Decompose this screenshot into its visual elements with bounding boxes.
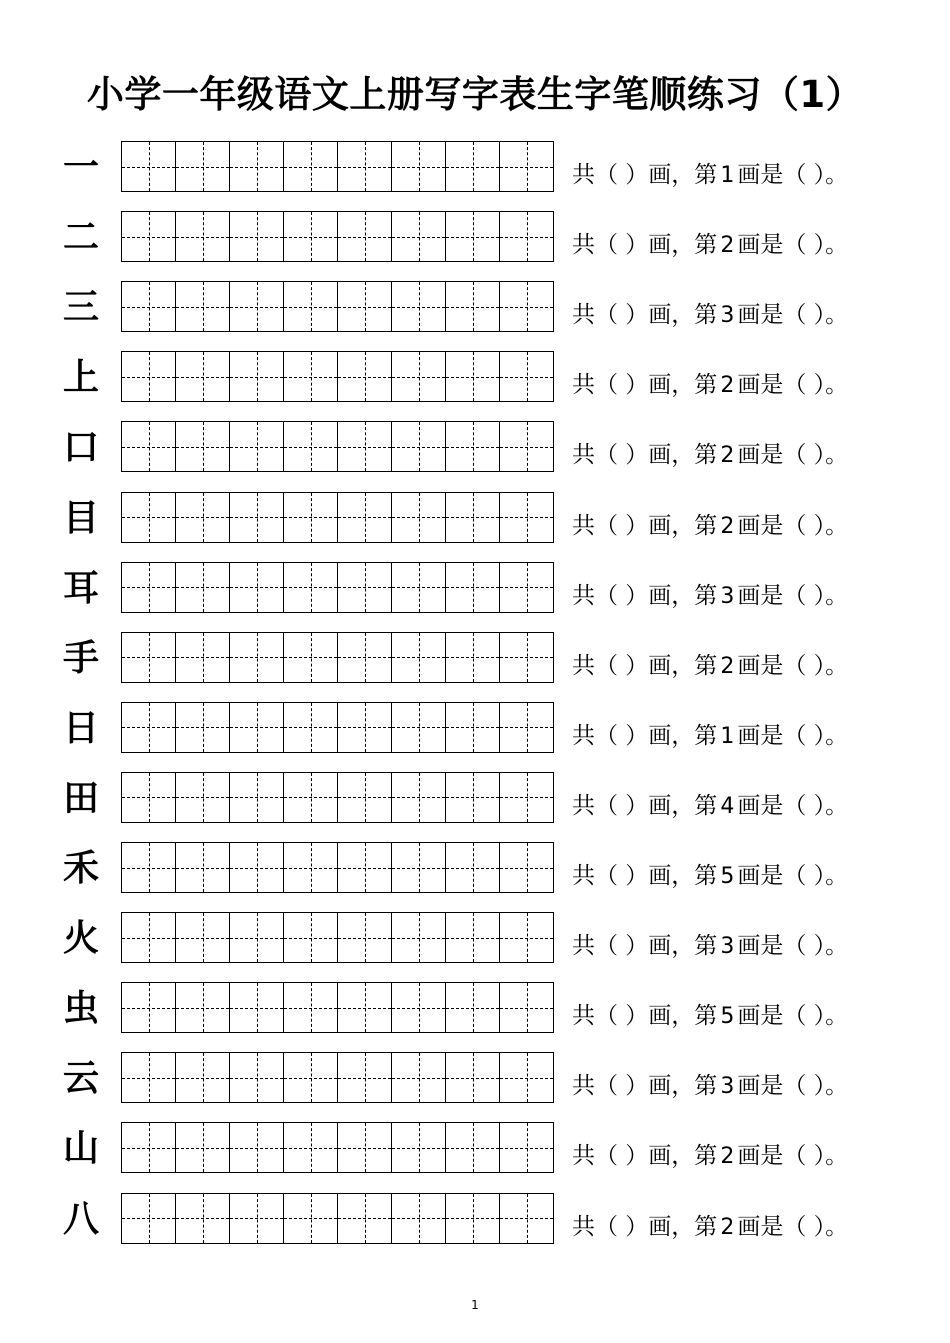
writing-cell[interactable] [284, 422, 338, 471]
stroke-number: 1 [720, 723, 735, 749]
practice-row [0, 491, 950, 545]
stroke-question [572, 911, 848, 965]
writing-cell[interactable] [176, 633, 230, 682]
question-suffix: 画是（ ）。 [737, 232, 849, 259]
stroke-question [572, 1121, 848, 1175]
practice-row [0, 771, 950, 825]
writing-cell[interactable] [230, 843, 284, 892]
stroke-number: 5 [720, 864, 735, 889]
writing-cell[interactable] [500, 493, 553, 542]
practice-character: 禾 [62, 847, 99, 889]
writing-cell[interactable] [338, 142, 392, 191]
writing-cell[interactable] [338, 843, 392, 892]
stroke-question [572, 561, 848, 615]
writing-cell[interactable] [230, 422, 284, 471]
stroke-number: 5 [720, 1004, 735, 1030]
writing-cell[interactable] [446, 1053, 500, 1102]
writing-cell[interactable] [338, 1194, 392, 1243]
writing-cell[interactable] [392, 773, 446, 822]
practice-row [0, 420, 950, 474]
writing-cell[interactable] [122, 703, 176, 752]
writing-cell[interactable] [122, 633, 176, 682]
writing-cell[interactable] [230, 1053, 284, 1102]
writing-grid [121, 562, 554, 613]
question-prefix: 共（ ）画，第 [572, 302, 718, 329]
writing-cell[interactable] [284, 983, 338, 1032]
stroke-question [572, 350, 848, 404]
practice-character: 虫 [62, 987, 99, 1030]
writing-cell[interactable] [122, 563, 176, 612]
writing-cell[interactable] [392, 703, 446, 752]
writing-cell[interactable] [338, 563, 392, 612]
practice-character: 山 [62, 1127, 99, 1170]
writing-cell[interactable] [176, 212, 230, 261]
stroke-question [572, 420, 848, 474]
stroke-number: 1 [720, 163, 735, 188]
stroke-number: 2 [720, 443, 735, 469]
practice-row [0, 1192, 950, 1246]
writing-cell[interactable] [230, 773, 284, 822]
practice-character: 目 [62, 496, 99, 539]
writing-grid [121, 1193, 554, 1244]
writing-cell[interactable] [446, 422, 500, 471]
writing-cell[interactable] [176, 142, 230, 191]
question-suffix: 画是（ ）。 [737, 933, 849, 960]
writing-cell[interactable] [392, 843, 446, 892]
writing-cell[interactable] [284, 212, 338, 261]
stroke-question [572, 210, 848, 264]
practice-character: 田 [62, 776, 99, 819]
writing-cell[interactable] [446, 843, 500, 892]
writing-cell[interactable] [392, 633, 446, 682]
stroke-question [572, 981, 848, 1035]
question-suffix: 画是（ ）。 [737, 442, 849, 469]
writing-grid [121, 281, 554, 332]
writing-grid [121, 421, 554, 472]
writing-cell[interactable] [446, 493, 500, 542]
writing-cell[interactable] [230, 633, 284, 682]
writing-cell[interactable] [284, 703, 338, 752]
practice-row [0, 140, 950, 194]
writing-cell[interactable] [500, 633, 553, 682]
question-suffix: 画是（ ）。 [737, 1003, 849, 1030]
stroke-question [572, 701, 848, 755]
writing-cell[interactable] [230, 1123, 284, 1172]
writing-cell[interactable] [176, 773, 230, 822]
writing-cell[interactable] [176, 352, 230, 401]
writing-cell[interactable] [446, 1194, 500, 1243]
writing-cell[interactable] [338, 422, 392, 471]
writing-grid [121, 141, 554, 192]
writing-cell[interactable] [284, 913, 338, 962]
stroke-number: 2 [720, 233, 735, 259]
writing-cell[interactable] [176, 493, 230, 542]
stroke-question [572, 1192, 848, 1246]
writing-cell[interactable] [122, 352, 176, 401]
writing-cell[interactable] [122, 913, 176, 962]
question-prefix: 共（ ）画，第 [572, 442, 718, 469]
question-prefix: 共（ ）画，第 [572, 1073, 718, 1100]
writing-cell[interactable] [500, 703, 553, 752]
practice-character: 二 [62, 216, 99, 259]
writing-cell[interactable] [338, 212, 392, 261]
writing-grid [121, 982, 554, 1033]
writing-grid [121, 702, 554, 753]
practice-row [0, 701, 950, 755]
writing-cell[interactable] [284, 352, 338, 401]
stroke-number: 3 [720, 303, 735, 329]
writing-cell[interactable] [392, 563, 446, 612]
question-prefix: 共（ ）画，第 [572, 652, 718, 679]
writing-cell[interactable] [122, 983, 176, 1032]
practice-row [0, 631, 950, 685]
writing-cell[interactable] [446, 142, 500, 191]
page-title: 小学一年级语文上册写字表生字笔顺练习（1） [86, 73, 864, 116]
writing-cell[interactable] [500, 843, 553, 892]
writing-cell[interactable] [230, 212, 284, 261]
practice-row [0, 561, 950, 615]
writing-cell[interactable] [446, 703, 500, 752]
writing-cell[interactable] [338, 352, 392, 401]
writing-cell[interactable] [500, 1053, 553, 1102]
writing-cell[interactable] [500, 563, 553, 612]
question-prefix: 共（ ）画，第 [572, 722, 718, 749]
stroke-number: 2 [720, 373, 735, 399]
question-prefix: 共（ ）画，第 [572, 162, 718, 188]
writing-cell[interactable] [446, 773, 500, 822]
writing-cell[interactable] [446, 282, 500, 331]
question-prefix: 共（ ）画，第 [572, 232, 718, 259]
stroke-question [572, 631, 848, 685]
practice-row [0, 981, 950, 1035]
writing-cell[interactable] [284, 1194, 338, 1243]
writing-cell[interactable] [446, 913, 500, 962]
writing-cell[interactable] [230, 913, 284, 962]
writing-cell[interactable] [392, 282, 446, 331]
writing-cell[interactable] [122, 1123, 176, 1172]
writing-grid [121, 842, 554, 893]
writing-cell[interactable] [446, 563, 500, 612]
writing-cell[interactable] [284, 1053, 338, 1102]
writing-cell[interactable] [284, 563, 338, 612]
writing-cell[interactable] [176, 1053, 230, 1102]
question-prefix: 共（ ）画，第 [572, 372, 718, 399]
practice-row [0, 280, 950, 334]
practice-character: 耳 [62, 566, 99, 609]
question-suffix: 画是（ ）。 [737, 863, 849, 889]
writing-cell[interactable] [500, 983, 553, 1032]
stroke-question [572, 771, 848, 825]
writing-cell[interactable] [284, 633, 338, 682]
stroke-question [572, 140, 848, 194]
stroke-number: 3 [720, 583, 735, 609]
writing-cell[interactable] [284, 773, 338, 822]
writing-cell[interactable] [392, 352, 446, 401]
practice-character: 云 [62, 1057, 99, 1100]
writing-cell[interactable] [284, 282, 338, 331]
writing-cell[interactable] [500, 773, 553, 822]
writing-cell[interactable] [500, 1194, 553, 1243]
writing-cell[interactable] [176, 282, 230, 331]
question-prefix: 共（ ）画，第 [572, 1143, 718, 1170]
writing-cell[interactable] [338, 493, 392, 542]
writing-cell[interactable] [122, 773, 176, 822]
practice-row [0, 1051, 950, 1105]
question-suffix: 画是（ ）。 [737, 512, 849, 539]
writing-grid [121, 1052, 554, 1103]
writing-cell[interactable] [230, 703, 284, 752]
writing-cell[interactable] [122, 282, 176, 331]
writing-cell[interactable] [338, 1123, 392, 1172]
writing-cell[interactable] [338, 703, 392, 752]
question-suffix: 画是（ ）。 [737, 792, 849, 819]
practice-row [0, 841, 950, 895]
page-number: 1 [471, 1298, 479, 1312]
writing-cell[interactable] [500, 913, 553, 962]
writing-cell[interactable] [176, 843, 230, 892]
stroke-number: 2 [720, 1214, 735, 1240]
question-suffix: 画是（ ）。 [737, 1073, 849, 1100]
writing-cell[interactable] [122, 142, 176, 191]
question-suffix: 画是（ ）。 [737, 582, 849, 609]
practice-character: 三 [62, 286, 99, 329]
question-suffix: 画是（ ）。 [737, 1143, 849, 1170]
practice-character: 火 [62, 917, 99, 960]
writing-grid [121, 211, 554, 262]
stroke-number: 2 [720, 653, 735, 679]
writing-cell[interactable] [500, 1123, 553, 1172]
writing-cell[interactable] [392, 422, 446, 471]
writing-grid [121, 632, 554, 683]
writing-cell[interactable] [500, 352, 553, 401]
writing-cell[interactable] [176, 422, 230, 471]
writing-cell[interactable] [500, 142, 553, 191]
writing-cell[interactable] [446, 983, 500, 1032]
writing-cell[interactable] [122, 212, 176, 261]
writing-grid [121, 772, 554, 823]
question-suffix: 画是（ ）。 [737, 722, 849, 749]
writing-cell[interactable] [284, 843, 338, 892]
writing-cell[interactable] [230, 282, 284, 331]
writing-grid [121, 351, 554, 402]
writing-cell[interactable] [392, 212, 446, 261]
writing-cell[interactable] [122, 493, 176, 542]
practice-character: 手 [62, 636, 99, 679]
writing-cell[interactable] [338, 983, 392, 1032]
question-suffix: 画是（ ）。 [737, 302, 849, 329]
writing-cell[interactable] [338, 913, 392, 962]
writing-cell[interactable] [230, 563, 284, 612]
writing-cell[interactable] [122, 1053, 176, 1102]
stroke-number: 2 [720, 1144, 735, 1170]
question-suffix: 画是（ ）。 [737, 1213, 849, 1240]
question-suffix: 画是（ ）。 [737, 372, 849, 399]
writing-cell[interactable] [392, 1194, 446, 1243]
question-prefix: 共（ ）画，第 [572, 792, 718, 819]
practice-character: 上 [62, 356, 99, 399]
stroke-question [572, 280, 848, 334]
writing-cell[interactable] [230, 142, 284, 191]
writing-cell[interactable] [338, 1053, 392, 1102]
practice-row [0, 210, 950, 264]
stroke-number: 2 [720, 513, 735, 539]
writing-cell[interactable] [176, 913, 230, 962]
writing-cell[interactable] [230, 493, 284, 542]
writing-cell[interactable] [284, 493, 338, 542]
practice-character: 日 [62, 706, 99, 749]
practice-character: 口 [62, 426, 99, 469]
question-prefix: 共（ ）画，第 [572, 1003, 718, 1030]
writing-cell[interactable] [284, 1123, 338, 1172]
writing-cell[interactable] [284, 142, 338, 191]
practice-character: 八 [62, 1197, 99, 1240]
stroke-number: 3 [720, 934, 735, 960]
writing-grid [121, 1122, 554, 1173]
practice-character: 一 [62, 146, 99, 188]
writing-cell[interactable] [500, 422, 553, 471]
practice-row [0, 350, 950, 404]
writing-grid [121, 492, 554, 543]
writing-cell[interactable] [122, 1194, 176, 1243]
stroke-question [572, 1051, 848, 1105]
writing-cell[interactable] [338, 633, 392, 682]
stroke-number: 4 [720, 793, 735, 819]
stroke-number: 3 [720, 1074, 735, 1100]
writing-cell[interactable] [122, 422, 176, 471]
writing-cell[interactable] [446, 1123, 500, 1172]
writing-grid [121, 912, 554, 963]
practice-row [0, 1121, 950, 1175]
writing-cell[interactable] [392, 1123, 446, 1172]
question-prefix: 共（ ）画，第 [572, 933, 718, 960]
stroke-question [572, 491, 848, 545]
writing-cell[interactable] [392, 142, 446, 191]
writing-cell[interactable] [338, 282, 392, 331]
writing-cell[interactable] [230, 1194, 284, 1243]
writing-cell[interactable] [500, 212, 553, 261]
writing-cell[interactable] [392, 493, 446, 542]
writing-cell[interactable] [338, 773, 392, 822]
question-suffix: 画是（ ）。 [737, 652, 849, 679]
writing-cell[interactable] [500, 282, 553, 331]
writing-cell[interactable] [446, 212, 500, 261]
question-prefix: 共（ ）画，第 [572, 863, 718, 889]
practice-row [0, 911, 950, 965]
stroke-question [572, 841, 848, 895]
writing-cell[interactable] [176, 703, 230, 752]
writing-cell[interactable] [176, 983, 230, 1032]
writing-cell[interactable] [230, 352, 284, 401]
question-suffix: 画是（ ）。 [737, 162, 849, 188]
writing-cell[interactable] [446, 633, 500, 682]
writing-cell[interactable] [392, 913, 446, 962]
writing-cell[interactable] [122, 843, 176, 892]
writing-cell[interactable] [392, 1053, 446, 1102]
question-prefix: 共（ ）画，第 [572, 512, 718, 539]
writing-cell[interactable] [446, 352, 500, 401]
writing-cell[interactable] [176, 1194, 230, 1243]
writing-cell[interactable] [176, 563, 230, 612]
writing-cell[interactable] [230, 983, 284, 1032]
writing-cell[interactable] [392, 983, 446, 1032]
writing-cell[interactable] [176, 1123, 230, 1172]
question-prefix: 共（ ）画，第 [572, 1213, 718, 1240]
question-prefix: 共（ ）画，第 [572, 582, 718, 609]
